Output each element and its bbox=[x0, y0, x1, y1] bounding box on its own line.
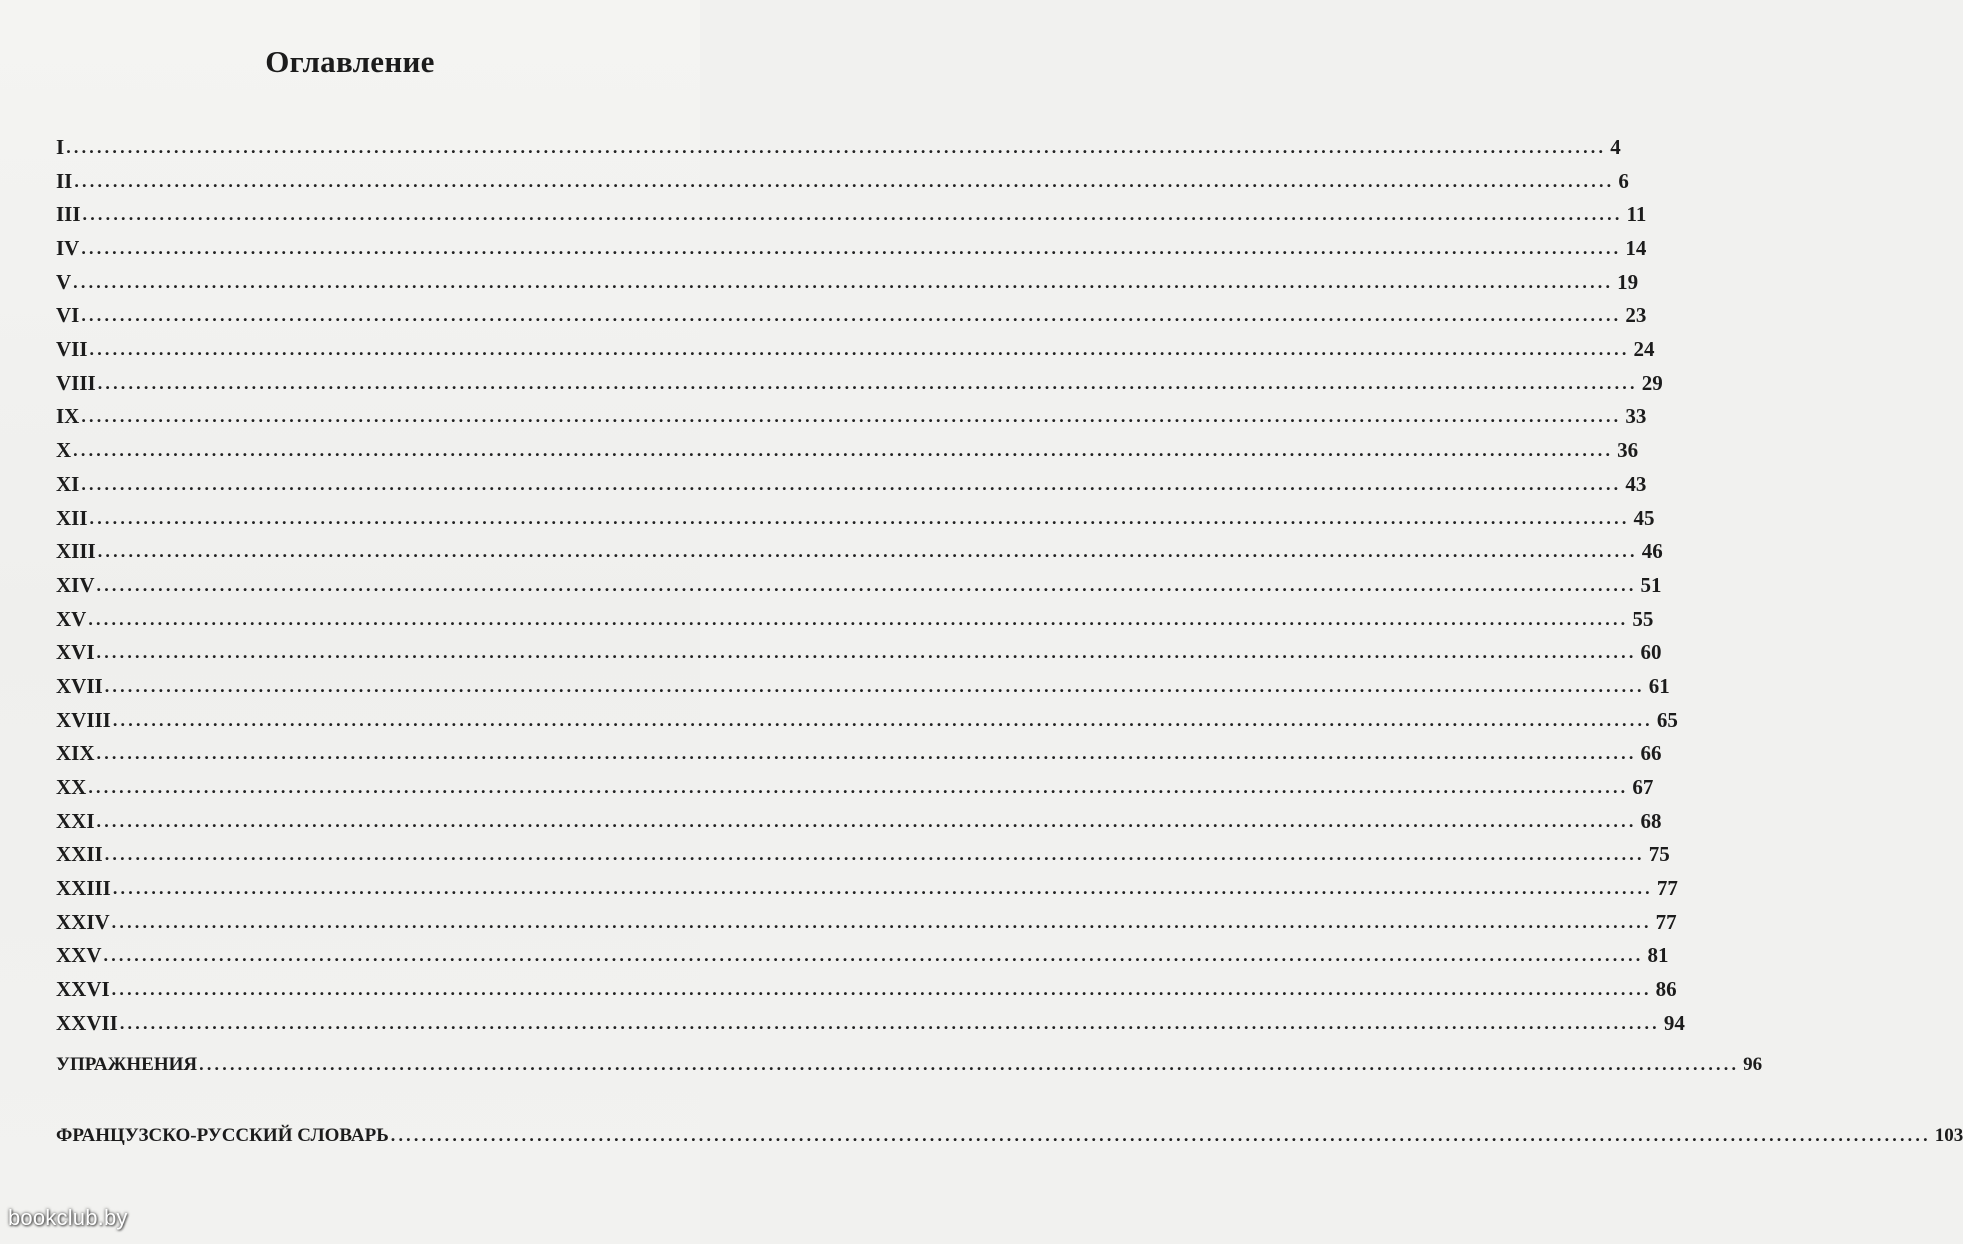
toc-row bbox=[56, 535, 1663, 569]
toc-page-number: 14 bbox=[1625, 236, 1647, 261]
toc-page-number: 24 bbox=[1633, 337, 1655, 362]
toc-label: XIX bbox=[56, 741, 95, 766]
toc-page-number: 94 bbox=[1663, 1010, 1685, 1035]
toc-label: XV bbox=[56, 606, 87, 631]
toc-label: XII bbox=[56, 505, 88, 530]
toc-row bbox=[56, 704, 1678, 738]
toc-label: УПРАЖНЕНИЯ bbox=[56, 1053, 198, 1075]
toc-leader-dots: ........................................................................................................................................................................................................ bbox=[390, 1124, 1931, 1145]
toc-label: XXIII bbox=[56, 876, 111, 901]
toc-leader-dots: ........................................................................................................................................................................................................ bbox=[96, 810, 1637, 831]
toc-label: XIII bbox=[56, 539, 96, 564]
toc-label: VIII bbox=[56, 370, 96, 395]
toc-row bbox=[56, 165, 1629, 199]
toc-row bbox=[56, 232, 1647, 266]
toc-label: XXI bbox=[56, 808, 95, 833]
toc-leader-dots: ........................................................................................................................................................................................................ bbox=[111, 979, 1652, 1000]
toc-page-number: 77 bbox=[1655, 909, 1677, 934]
toc-label: III bbox=[56, 202, 81, 227]
toc-leader-dots: ........................................................................................................................................................................................................ bbox=[96, 642, 1637, 663]
toc-page-number: 43 bbox=[1625, 471, 1647, 496]
toc-page-number: 96 bbox=[1743, 1053, 1763, 1075]
toc-row bbox=[56, 401, 1647, 435]
toc-row bbox=[56, 973, 1677, 1007]
toc-row bbox=[56, 838, 1670, 872]
toc-leader-dots: ........................................................................................................................................................................................................ bbox=[112, 878, 1653, 899]
toc-row bbox=[56, 367, 1663, 401]
toc-leader-dots: ........................................................................................................................................................................................................ bbox=[199, 1053, 1740, 1074]
toc-page-number: 66 bbox=[1640, 741, 1662, 766]
toc-leader-dots: ........................................................................................................................................................................................................ bbox=[111, 911, 1652, 932]
toc-leader-dots: ........................................................................................................................................................................................................ bbox=[81, 238, 1622, 259]
toc-label: I bbox=[56, 134, 65, 159]
toc-leader-dots: ........................................................................................................................................................................................................ bbox=[88, 608, 1629, 629]
toc-leader-dots: ........................................................................................................................................................................................................ bbox=[96, 743, 1637, 764]
toc-row bbox=[56, 771, 1654, 805]
toc-leader-dots: ........................................................................................................................................................................................................ bbox=[82, 204, 1623, 225]
toc-row bbox=[56, 872, 1678, 906]
toc-label: XXV bbox=[56, 943, 102, 968]
toc-page-number: 103 bbox=[1934, 1124, 1963, 1146]
toc-row bbox=[56, 569, 1662, 603]
toc-page-number: 46 bbox=[1641, 539, 1663, 564]
toc-leader-dots: ........................................................................................................................................................................................................ bbox=[103, 945, 1644, 966]
toc-page-number: 75 bbox=[1648, 842, 1670, 867]
toc-label: IX bbox=[56, 404, 80, 429]
toc-row bbox=[56, 737, 1662, 771]
toc-leader-dots: ........................................................................................................................................................................................................ bbox=[97, 372, 1638, 393]
toc-page-number: 36 bbox=[1617, 438, 1639, 463]
toc-leader-dots: ........................................................................................................................................................................................................ bbox=[97, 541, 1638, 562]
toc-leader-dots: ........................................................................................................................................................................................................ bbox=[66, 136, 1607, 157]
toc-row bbox=[56, 805, 1662, 839]
toc-leader-dots: ........................................................................................................................................................................................................ bbox=[112, 709, 1653, 730]
toc-page-number: 23 bbox=[1625, 303, 1647, 328]
toc-label: XXVI bbox=[56, 977, 110, 1002]
toc-label: XXII bbox=[56, 842, 103, 867]
watermark-logo: bookclub.by bbox=[8, 1205, 128, 1230]
toc-exercises bbox=[56, 1048, 1763, 1082]
toc-page-number: 65 bbox=[1656, 707, 1678, 732]
toc-page-number: 33 bbox=[1625, 404, 1647, 429]
toc-leader-dots: ........................................................................................................................................................................................................ bbox=[89, 507, 1630, 528]
toc-page-number: 11 bbox=[1626, 202, 1647, 227]
toc-row bbox=[56, 434, 1639, 468]
toc-row bbox=[56, 502, 1655, 536]
toc-leader-dots: ........................................................................................................................................................................................................ bbox=[96, 574, 1637, 595]
toc-label: IV bbox=[56, 236, 80, 261]
toc-page-number: 29 bbox=[1641, 370, 1663, 395]
toc-row-exercises bbox=[56, 1048, 1763, 1082]
toc-leader-dots: ........................................................................................................................................................................................................ bbox=[74, 170, 1615, 191]
toc-row bbox=[56, 131, 1621, 165]
toc-row bbox=[56, 906, 1677, 940]
toc-row bbox=[56, 670, 1670, 704]
toc-leader-dots: ........................................................................................................................................................................................................ bbox=[81, 305, 1622, 326]
toc-leader-dots: ........................................................................................................................................................................................................ bbox=[88, 777, 1629, 798]
toc-page-number: 67 bbox=[1632, 775, 1654, 800]
toc-page-number: 77 bbox=[1656, 876, 1678, 901]
toc-label: XX bbox=[56, 775, 87, 800]
toc-leader-dots: ........................................................................................................................................................................................................ bbox=[119, 1012, 1660, 1033]
toc-page-number: 51 bbox=[1640, 572, 1662, 597]
toc-label: XIV bbox=[56, 572, 95, 597]
toc-page-number: 68 bbox=[1640, 808, 1662, 833]
toc-page-number: 4 bbox=[1610, 134, 1621, 159]
toc-leader-dots: ........................................................................................................................................................................................................ bbox=[89, 339, 1630, 360]
toc-label: II bbox=[56, 168, 73, 193]
toc-row bbox=[56, 636, 1662, 670]
toc-label: XVII bbox=[56, 673, 103, 698]
toc-page-number: 19 bbox=[1617, 269, 1639, 294]
toc-row bbox=[56, 333, 1655, 367]
toc-page-number: 60 bbox=[1640, 640, 1662, 665]
toc-label: V bbox=[56, 269, 72, 294]
toc-page-number: 61 bbox=[1648, 673, 1670, 698]
toc-label: ФРАНЦУЗСКО-РУССКИЙ СЛОВАРЬ bbox=[56, 1124, 389, 1146]
toc-label: XXVII bbox=[56, 1010, 118, 1035]
toc-page-number: 6 bbox=[1618, 168, 1629, 193]
page-title: Оглавление bbox=[265, 44, 435, 79]
toc-leader-dots: ........................................................................................................................................................................................................ bbox=[104, 675, 1645, 696]
toc-label: XVI bbox=[56, 640, 95, 665]
toc-label: XXIV bbox=[56, 909, 110, 934]
toc-label: VII bbox=[56, 337, 88, 362]
toc-leader-dots: ........................................................................................................................................................................................................ bbox=[81, 406, 1622, 427]
table-of-contents bbox=[56, 131, 1685, 1041]
toc-row bbox=[56, 299, 1647, 333]
toc-leader-dots: ........................................................................................................................................................................................................ bbox=[73, 271, 1614, 292]
toc-label: X bbox=[56, 438, 72, 463]
toc-row bbox=[56, 940, 1669, 974]
toc-page-number: 45 bbox=[1633, 505, 1655, 530]
toc-row-dictionary bbox=[56, 1119, 1963, 1153]
toc-row bbox=[56, 603, 1654, 637]
toc-row bbox=[56, 266, 1639, 300]
toc-label: VI bbox=[56, 303, 80, 328]
toc-leader-dots: ........................................................................................................................................................................................................ bbox=[73, 440, 1614, 461]
toc-label: XI bbox=[56, 471, 80, 496]
toc-label: XVIII bbox=[56, 707, 111, 732]
toc-row bbox=[56, 198, 1647, 232]
toc-page-number: 55 bbox=[1632, 606, 1654, 631]
toc-page-number: 86 bbox=[1655, 977, 1677, 1002]
toc-page-number: 81 bbox=[1647, 943, 1669, 968]
toc-dictionary bbox=[56, 1119, 1963, 1153]
toc-row bbox=[56, 1007, 1685, 1041]
toc-leader-dots: ........................................................................................................................................................................................................ bbox=[81, 473, 1622, 494]
toc-leader-dots: ........................................................................................................................................................................................................ bbox=[104, 844, 1645, 865]
toc-row bbox=[56, 468, 1647, 502]
